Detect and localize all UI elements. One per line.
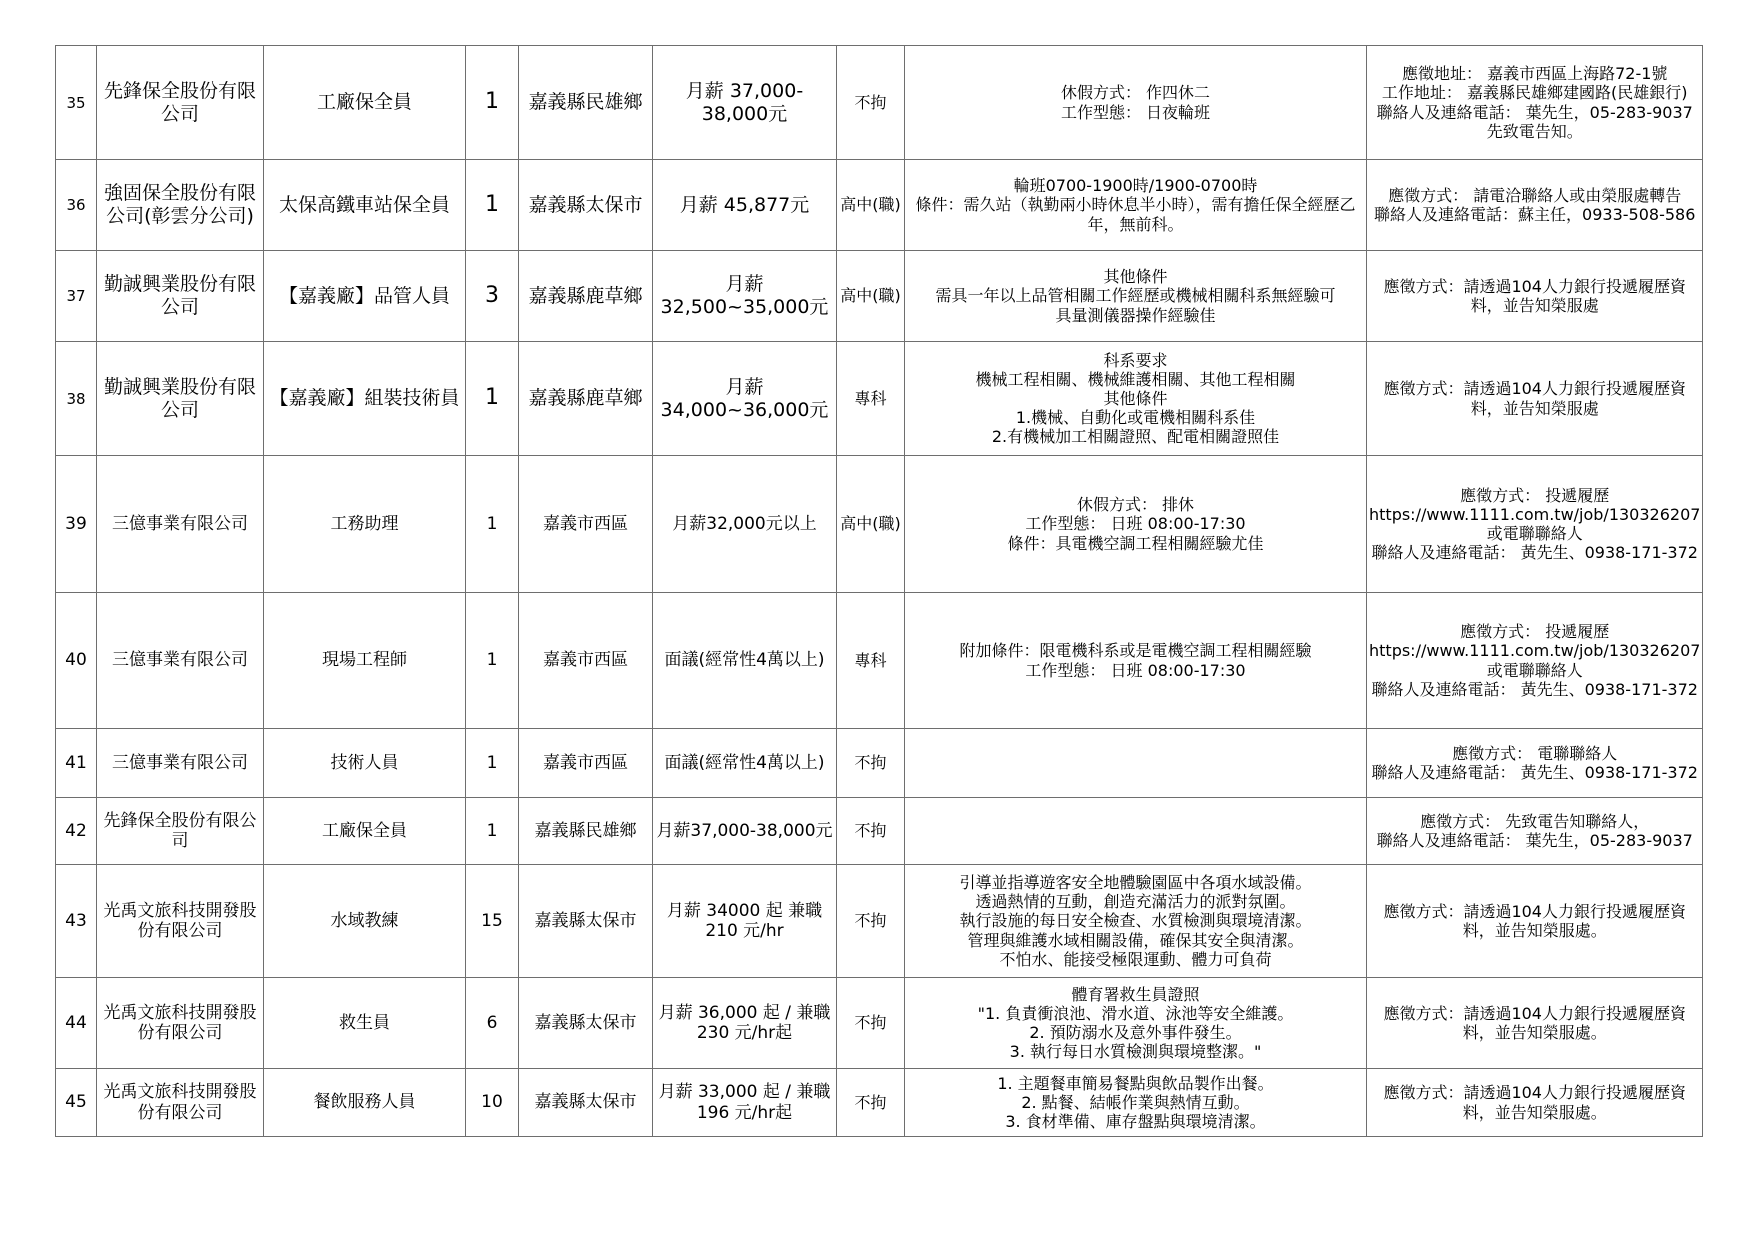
condition-line: 具量測儀器操作經驗佳 bbox=[1055, 305, 1216, 325]
contact-line: 聯絡人及連絡電話： 黃先生、0938-171-372 bbox=[1371, 679, 1698, 699]
application-contact bbox=[1367, 160, 1703, 251]
condition-line: 1.機械、自動化或電機相關科系佳 bbox=[1015, 408, 1256, 428]
condition-line: 工作型態： 日夜輪班 bbox=[1060, 102, 1211, 122]
table-row bbox=[56, 46, 1703, 160]
job-title: 技術人員 bbox=[264, 729, 466, 798]
job-conditions bbox=[905, 251, 1367, 342]
job-conditions bbox=[905, 729, 1367, 798]
education-requirement: 不拘 bbox=[837, 46, 905, 160]
education-requirement: 不拘 bbox=[837, 729, 905, 798]
contact-line: https://www.1111.com.tw/job/130326207 bbox=[1369, 504, 1701, 524]
contact-line: 聯絡人及連絡電話： 黃先生、0938-171-372 bbox=[1371, 763, 1698, 782]
company-name: 三億事業有限公司 bbox=[97, 456, 264, 593]
salary: 月薪 33,000 起 / 兼職 196 元/hr起 bbox=[653, 1069, 837, 1137]
education-requirement: 不拘 bbox=[837, 1069, 905, 1137]
company-name: 先鋒保全股份有限公司 bbox=[97, 798, 264, 865]
education-requirement: 高中(職) bbox=[837, 160, 905, 251]
table-row bbox=[56, 160, 1703, 251]
condition-line: 2. 預防溺水及意外事件發生。 bbox=[1029, 1023, 1242, 1042]
headcount: 1 bbox=[466, 593, 519, 729]
condition-line: 其他條件 bbox=[1103, 388, 1168, 408]
condition-line: 透過熱情的互動，創造充滿活力的派對氛圍。 bbox=[975, 892, 1296, 912]
salary: 月薪 37,000-38,000元 bbox=[653, 46, 837, 160]
job-listings-table bbox=[55, 45, 1703, 1137]
application-contact bbox=[1367, 798, 1703, 865]
condition-line: 工作型態： 日班 08:00-17:30 bbox=[1025, 660, 1246, 680]
contact-line: 聯絡人及連絡電話： 葉先生，05-283-9037 先致電告知。 bbox=[1376, 102, 1693, 141]
application-contact bbox=[1367, 46, 1703, 160]
application-contact bbox=[1367, 456, 1703, 593]
condition-line: 條件：需久站（執勤兩小時休息半小時），需有擔任保全經歷乙年，無前科。 bbox=[915, 195, 1356, 234]
job-conditions bbox=[905, 593, 1367, 729]
job-title: 水域教練 bbox=[264, 865, 466, 978]
condition-line: 科系要求 bbox=[1103, 350, 1168, 370]
contact-line: https://www.1111.com.tw/job/130326207 bbox=[1369, 641, 1701, 661]
education-requirement: 不拘 bbox=[837, 798, 905, 865]
table-row bbox=[56, 865, 1703, 978]
table-row bbox=[56, 593, 1703, 729]
application-contact bbox=[1367, 729, 1703, 798]
row-number: 35 bbox=[56, 46, 97, 160]
contact-line: 應徵方式：請透過104人力銀行投遞履歷資料，並告知榮服處。 bbox=[1383, 1003, 1686, 1042]
contact-line: 聯絡人及連絡電話： 黃先生、0938-171-372 bbox=[1371, 543, 1698, 563]
work-location: 嘉義縣民雄鄉 bbox=[519, 798, 653, 865]
condition-line: 條件：具電機空調工程相關經驗尤佳 bbox=[1007, 533, 1264, 553]
table-row bbox=[56, 978, 1703, 1069]
condition-line: 附加條件：限電機科系或是電機空調工程相關經驗 bbox=[959, 641, 1312, 661]
row-number: 40 bbox=[56, 593, 97, 729]
job-title: 【嘉義廠】組裝技術員 bbox=[264, 342, 466, 456]
work-location: 嘉義縣民雄鄉 bbox=[519, 46, 653, 160]
contact-line: 應徵方式：請透過104人力銀行投遞履歷資料，並告知榮服處。 bbox=[1383, 901, 1686, 940]
row-number: 38 bbox=[56, 342, 97, 456]
education-requirement: 專科 bbox=[837, 593, 905, 729]
condition-line: 3. 食材準備、庫存盤點與環境清潔。 bbox=[1005, 1112, 1266, 1132]
table-row bbox=[56, 251, 1703, 342]
company-name: 三億事業有限公司 bbox=[97, 729, 264, 798]
condition-line: 其他條件 bbox=[1103, 267, 1168, 287]
condition-line: 2. 點餐、結帳作業與熱情互動。 bbox=[1021, 1092, 1250, 1112]
job-conditions bbox=[905, 160, 1367, 251]
contact-line: 工作地址： 嘉義縣民雄鄉建國路(民雄銀行) bbox=[1381, 83, 1688, 103]
salary: 月薪 36,000 起 / 兼職 230 元/hr起 bbox=[653, 978, 837, 1069]
company-name: 光禹文旅科技開發股份有限公司 bbox=[97, 1069, 264, 1137]
job-title: 餐飲服務人員 bbox=[264, 1069, 466, 1137]
contact-line: 應徵方式： 請電洽聯絡人或由榮服處轉告 bbox=[1388, 185, 1682, 205]
condition-line: 體育署救生員證照 bbox=[1071, 984, 1200, 1004]
salary: 月薪 34000 起 兼職 210 元/hr bbox=[653, 865, 837, 978]
table-row bbox=[56, 456, 1703, 593]
row-number: 44 bbox=[56, 978, 97, 1069]
row-number: 36 bbox=[56, 160, 97, 251]
job-title: 工廠保全員 bbox=[264, 46, 466, 160]
job-conditions bbox=[905, 798, 1367, 865]
company-name: 勤誠興業股份有限公司 bbox=[97, 342, 264, 456]
work-location: 嘉義市西區 bbox=[519, 729, 653, 798]
company-name: 光禹文旅科技開發股份有限公司 bbox=[97, 865, 264, 978]
education-requirement: 不拘 bbox=[837, 865, 905, 978]
contact-line: 或電聯聯絡人 bbox=[1486, 660, 1583, 680]
job-conditions bbox=[905, 46, 1367, 160]
condition-line: 2.有機械加工相關證照、配電相關證照佳 bbox=[991, 427, 1280, 447]
education-requirement: 不拘 bbox=[837, 978, 905, 1069]
headcount: 1 bbox=[466, 729, 519, 798]
job-conditions bbox=[905, 978, 1367, 1069]
headcount: 6 bbox=[466, 978, 519, 1069]
work-location: 嘉義縣太保市 bbox=[519, 160, 653, 251]
condition-line: 不怕水、能接受極限運動、體力可負荷 bbox=[999, 949, 1272, 969]
headcount: 1 bbox=[466, 46, 519, 160]
condition-line: 需具一年以上品管相關工作經歷或機械相關科系無經驗可 bbox=[935, 286, 1336, 306]
work-location: 嘉義縣太保市 bbox=[519, 865, 653, 978]
headcount: 1 bbox=[466, 160, 519, 251]
contact-line: 應徵方式： 先致電告知聯絡人， bbox=[1420, 811, 1650, 831]
condition-line: "1. 負責衝浪池、滑水道、泳池等安全維護。 bbox=[977, 1003, 1294, 1023]
job-title: 工務助理 bbox=[264, 456, 466, 593]
row-number: 39 bbox=[56, 456, 97, 593]
condition-line: 引導並指導遊客安全地體驗園區中各項水域設備。 bbox=[959, 873, 1312, 893]
contact-line: 聯絡人及連絡電話：蘇主任，0933-508-586 bbox=[1374, 205, 1696, 224]
contact-line: 應徵方式： 電聯聯絡人 bbox=[1452, 743, 1618, 763]
salary: 月薪32,000元以上 bbox=[653, 456, 837, 593]
headcount: 1 bbox=[466, 456, 519, 593]
condition-line: 管理與維護水域相關設備，確保其安全與清潔。 bbox=[967, 930, 1304, 950]
job-title: 現場工程師 bbox=[264, 593, 466, 729]
condition-line: 休假方式： 作四休二 bbox=[1060, 83, 1211, 103]
row-number: 43 bbox=[56, 865, 97, 978]
company-name: 光禹文旅科技開發股份有限公司 bbox=[97, 978, 264, 1069]
job-title: 救生員 bbox=[264, 978, 466, 1069]
row-number: 41 bbox=[56, 729, 97, 798]
job-conditions bbox=[905, 342, 1367, 456]
work-location: 嘉義縣太保市 bbox=[519, 1069, 653, 1137]
work-location: 嘉義縣鹿草鄉 bbox=[519, 342, 653, 456]
work-location: 嘉義縣太保市 bbox=[519, 978, 653, 1069]
application-contact bbox=[1367, 978, 1703, 1069]
job-conditions bbox=[905, 1069, 1367, 1137]
table-row bbox=[56, 342, 1703, 456]
condition-line: 輪班0700-1900時/1900-0700時 bbox=[1013, 176, 1258, 196]
row-number: 42 bbox=[56, 798, 97, 865]
company-name: 強固保全股份有限公司(彰雲分公司) bbox=[97, 160, 264, 251]
condition-line: 1. 主題餐車簡易餐點與飲品製作出餐。 bbox=[997, 1073, 1274, 1093]
contact-line: 應徵方式：請透過104人力銀行投遞履歷資料，並告知榮服處。 bbox=[1383, 1083, 1686, 1122]
application-contact bbox=[1367, 342, 1703, 456]
application-contact bbox=[1367, 251, 1703, 342]
condition-line: 3. 執行每日水質檢測與環境整潔。" bbox=[1009, 1042, 1262, 1062]
salary: 面議(經常性4萬以上) bbox=[653, 729, 837, 798]
condition-line: 工作型態： 日班 08:00-17:30 bbox=[1025, 514, 1246, 534]
education-requirement: 高中(職) bbox=[837, 251, 905, 342]
contact-line: 應徵地址： 嘉義市西區上海路72-1號 bbox=[1402, 64, 1668, 84]
job-title: 太保高鐵車站保全員 bbox=[264, 160, 466, 251]
job-title: 【嘉義廠】品管人員 bbox=[264, 251, 466, 342]
application-contact bbox=[1367, 593, 1703, 729]
table-row bbox=[56, 729, 1703, 798]
headcount: 3 bbox=[466, 251, 519, 342]
contact-line: 或電聯聯絡人 bbox=[1486, 524, 1583, 543]
headcount: 10 bbox=[466, 1069, 519, 1137]
education-requirement: 高中(職) bbox=[837, 456, 905, 593]
work-location: 嘉義市西區 bbox=[519, 456, 653, 593]
company-name: 勤誠興業股份有限公司 bbox=[97, 251, 264, 342]
row-number: 37 bbox=[56, 251, 97, 342]
job-conditions bbox=[905, 456, 1367, 593]
application-contact bbox=[1367, 1069, 1703, 1137]
table-row bbox=[56, 798, 1703, 865]
education-requirement: 專科 bbox=[837, 342, 905, 456]
job-title: 工廠保全員 bbox=[264, 798, 466, 865]
contact-line: 應徵方式： 投遞履歷 bbox=[1460, 485, 1610, 505]
work-location: 嘉義縣鹿草鄉 bbox=[519, 251, 653, 342]
contact-line: 應徵方式：請透過104人力銀行投遞履歷資料，並告知榮服處 bbox=[1383, 276, 1686, 315]
company-name: 先鋒保全股份有限公司 bbox=[97, 46, 264, 160]
headcount: 15 bbox=[466, 865, 519, 978]
table-row bbox=[56, 1069, 1703, 1137]
salary: 月薪 34,000~36,000元 bbox=[653, 342, 837, 456]
salary: 月薪37,000-38,000元 bbox=[653, 798, 837, 865]
salary: 月薪 32,500~35,000元 bbox=[653, 251, 837, 342]
job-conditions bbox=[905, 865, 1367, 978]
condition-line: 休假方式： 排休 bbox=[1076, 495, 1195, 515]
contact-line: 應徵方式： 投遞履歷 bbox=[1460, 622, 1610, 642]
table-body bbox=[56, 46, 1703, 1137]
work-location: 嘉義市西區 bbox=[519, 593, 653, 729]
contact-line: 聯絡人及連絡電話： 葉先生，05-283-9037 bbox=[1376, 831, 1693, 850]
contact-line: 應徵方式：請透過104人力銀行投遞履歷資料，並告知榮服處 bbox=[1383, 379, 1686, 418]
headcount: 1 bbox=[466, 798, 519, 865]
condition-line: 執行設施的每日安全檢查、水質檢測與環境清潔。 bbox=[959, 911, 1312, 931]
salary: 月薪 45,877元 bbox=[653, 160, 837, 251]
row-number: 45 bbox=[56, 1069, 97, 1137]
salary: 面議(經常性4萬以上) bbox=[653, 593, 837, 729]
condition-line: 機械工程相關、機械維護相關、其他工程相關 bbox=[975, 369, 1296, 389]
headcount: 1 bbox=[466, 342, 519, 456]
company-name: 三億事業有限公司 bbox=[97, 593, 264, 729]
application-contact bbox=[1367, 865, 1703, 978]
